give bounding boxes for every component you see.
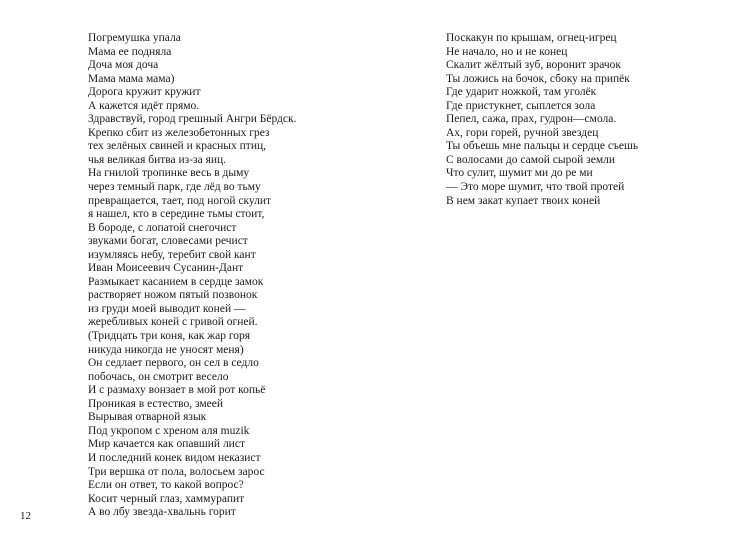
poem-line: (Тридцать три коня, как жар горя (88, 330, 251, 343)
poem-line: Косит черный глаз, хаммурапит (88, 492, 245, 505)
poem-line: Скалит жёлтый зуб, воронит зрачок (446, 59, 622, 72)
poem-line: Пепел, сажа, прах, гудрон—смола. (446, 113, 617, 126)
poem-column-right (446, 32, 638, 208)
poem-line: превращается, тает, под ногой скулит (88, 194, 272, 207)
poem-line: А во лбу звезда-хвальнь горит (88, 506, 236, 519)
poem-line: В бороде, с лопатой снегочист (88, 221, 237, 234)
poem-line: жеребливых коней с гривой огней. (88, 316, 258, 329)
poem-line: Ты ложись на бочок, сбоку на припёк (446, 72, 630, 85)
poem-line: Иван Моисеевич Сусанин-Дант (88, 262, 244, 275)
poem-column-left (88, 32, 296, 520)
poem-line: растворяет ножом пятый позвонок (88, 289, 258, 302)
poem-line: А кажется идёт прямо. (88, 99, 200, 112)
poem-line: Мама мама мама) (88, 72, 175, 85)
poem-line: тех зелёных свиней и красных птиц, (88, 140, 267, 153)
poem-line: Размыкает касанием в сердце замок (88, 275, 264, 288)
poem-line: Мама ее подняла (88, 45, 172, 58)
page-number: 12 (20, 510, 31, 522)
poem-line: Где пристукнет, сыплется зола (446, 99, 596, 112)
poem-line: Крепко сбит из железобетонных грез (88, 126, 270, 139)
poem-line: побочась, он смотрит весело (88, 370, 229, 383)
poem-line: Доча моя доча (88, 59, 159, 72)
poem-line: С волосами до самой сырой земли (446, 153, 615, 166)
poem-line: Здравствуй, город грешный Ангри Бёрдск. (88, 113, 297, 126)
poem-line: Он седлает первого, он сел в седло (88, 357, 259, 370)
poem-line: Если он ответ, то какой вопрос? (88, 479, 244, 492)
poem-line: звуками богат, словесами речист (88, 235, 248, 248)
poem-line: изумляясь небу, теребит свой кант (88, 248, 256, 261)
poem-line: Погремушка упала (88, 32, 181, 44)
poem-line: Поскакун по крышам, огнец-игрец (446, 32, 617, 44)
poem-line: из груди моей выводит коней — (88, 302, 246, 315)
poem-line: чья великая битва из-за яиц. (88, 153, 227, 166)
poem-line: На гнилой тропинке весь в дыму (88, 167, 250, 180)
poem-line: Не начало, но и не конец (446, 45, 568, 58)
poem-line: И последний конек видом неказист (88, 451, 261, 464)
poem-line: В нем закат купает твоих коней (446, 194, 601, 207)
poem-line: Что сулит, шумит ми до ре ми (446, 167, 593, 180)
poem-line: Три вершка от пола, волосьем зарос (88, 465, 265, 478)
poem-line: Вырывая отварной язык (88, 411, 207, 424)
poem-line: Ты объешь мне пальцы и сердце съешь (446, 140, 639, 153)
poem-line: через темный парк, где лёд во тьму (88, 181, 261, 194)
poem-line: Дорога кружит кружит (88, 86, 201, 99)
poem-line: Под укропом с хреном аля muzik (88, 424, 250, 437)
poem-line: Где ударит ножкой, там уголёк (446, 86, 597, 99)
poem-line: — Это море шумит, что твой протей (446, 181, 625, 194)
poem-line: И с размаху вонзает в мой рот копьё (88, 384, 266, 397)
poem-line: Ах, гори горей, ручной звездец (446, 126, 599, 139)
poem-line: Мир качается как опавший лист (88, 438, 245, 451)
poem-line: Проникая в естество, змеей (88, 397, 224, 410)
poem-line: никуда никогда не уносят меня) (88, 343, 244, 356)
poem-line: я нашел, кто в середине тьмы стоит, (88, 208, 265, 221)
